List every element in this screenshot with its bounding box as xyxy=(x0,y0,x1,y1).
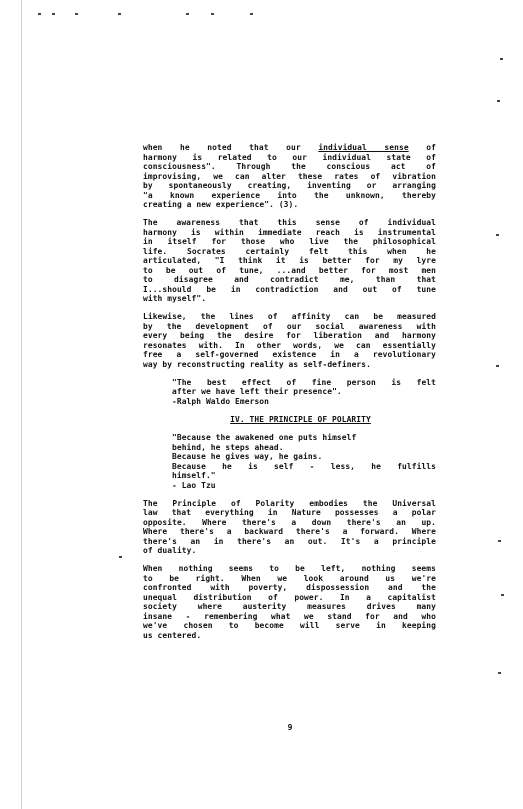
scan-speck xyxy=(211,13,214,15)
scan-speck xyxy=(52,13,55,15)
scan-speck xyxy=(496,365,499,367)
text-line: resonates with. In other words, we can essentially xyxy=(143,340,436,350)
text-line: there's an in there's an out. It's a principle xyxy=(143,536,436,546)
text-line: improvising, we can alter these rates of vibration xyxy=(143,171,436,181)
scan-speck xyxy=(501,594,504,596)
quote-line: Because he is self - less, he fulfills xyxy=(172,461,436,471)
scan-speck xyxy=(186,13,189,15)
scan-speck xyxy=(498,672,501,674)
text-line: opposite. Where there's a down there's an up. xyxy=(143,517,436,527)
text-line: law that everything in Nature possesses a polar xyxy=(143,508,436,517)
section-heading: IV. THE PRINCIPLE OF POLARITY xyxy=(230,414,371,424)
scan-speck xyxy=(498,540,501,542)
text-line: insane - remembering what we stand for and who xyxy=(143,611,436,621)
text-line: society where austerity measures drives many xyxy=(143,602,436,611)
text-line: Where there's a backward there's a forward. Where xyxy=(143,527,436,536)
text-line: harmony is related to our individual state of xyxy=(143,152,436,162)
body-paragraph xyxy=(143,143,436,210)
scan-margin-line xyxy=(21,0,22,809)
text-line: when he noted that our individual sense of xyxy=(143,143,436,152)
text-line: by spontaneously creating, inventing or arranging xyxy=(143,181,436,190)
body-paragraph xyxy=(143,218,436,304)
quote-line: after we have left their presence". xyxy=(172,387,342,396)
text-line: in itself for those who live the philosophical xyxy=(143,237,436,246)
scan-speck xyxy=(119,556,122,558)
block-quote-lao-tzu xyxy=(172,433,436,490)
scan-speck xyxy=(497,100,500,102)
body-paragraph xyxy=(143,312,436,369)
body-paragraph xyxy=(143,564,436,640)
text-column xyxy=(143,143,436,649)
text-line: harmony is within immediate reach is instrumental xyxy=(143,227,436,237)
scan-speck xyxy=(250,13,253,15)
text-line: Likewise, the lines of affinity can be measured xyxy=(143,312,436,321)
text-line: confronted with poverty, dispossession and the xyxy=(143,583,436,592)
scan-speck xyxy=(38,13,41,15)
scan-speck xyxy=(496,234,499,236)
text-line: every being the desire for liberation and harmony xyxy=(143,331,436,340)
text-line: I...should be in contradiction and out of tune xyxy=(143,284,436,294)
text-line: with myself". xyxy=(143,294,207,303)
text-line: The awareness that this sense of individual xyxy=(143,218,436,227)
text-line: to be out of tune, ...and better for most men xyxy=(143,265,436,275)
text-line: us centered. xyxy=(143,630,202,640)
quote-line: "The best effect of fine person is felt xyxy=(172,377,436,387)
text-line: unequal distribution of power. In a capitalist xyxy=(143,592,436,602)
quote-attribution: - Lao Tzu xyxy=(172,480,216,490)
block-quote-emerson xyxy=(172,378,436,407)
quote-line: "Because the awakened one puts himself xyxy=(172,433,357,442)
text-line: articulated, "I think it is better for my lyre xyxy=(143,256,436,265)
scan-speck xyxy=(75,13,78,15)
text-line: by the development of our social awareness with xyxy=(143,321,436,331)
text-line: When nothing seems to be left, nothing seems xyxy=(143,564,436,573)
text-line: consciousness". Through the conscious act of xyxy=(143,162,436,171)
text-line: way by reconstructing reality as self-definers. xyxy=(143,359,371,369)
text-line: to disagree and contradict me, than that xyxy=(143,275,436,284)
text-line: of duality. xyxy=(143,546,197,555)
text-line: creating a new experience". (3). xyxy=(143,200,299,209)
page-number: 9 xyxy=(287,723,293,732)
body-paragraph xyxy=(143,499,436,556)
text-line: life. Socrates certainly felt this when he xyxy=(143,246,436,256)
text-line: The Principle of Polarity embodies the Universal xyxy=(143,498,436,508)
underlined-phrase: individual sense xyxy=(318,143,409,152)
quote-line: behind, he steps ahead. xyxy=(172,442,284,452)
text-line: we've chosen to become will serve in keeping xyxy=(143,621,436,630)
quote-attribution: -Ralph Waldo Emerson xyxy=(172,396,270,406)
quote-line: himself." xyxy=(172,471,216,480)
text-line: free a self-governed existence in a revolutionary xyxy=(143,350,436,359)
scan-speck xyxy=(500,58,503,60)
quote-line: Because he gives way, he gains. xyxy=(172,452,323,461)
scan-speck xyxy=(118,13,121,15)
text-line: "a known experience into the unknown, thereby xyxy=(143,190,436,200)
text-line: to be right. When we look around us we're xyxy=(143,573,436,583)
